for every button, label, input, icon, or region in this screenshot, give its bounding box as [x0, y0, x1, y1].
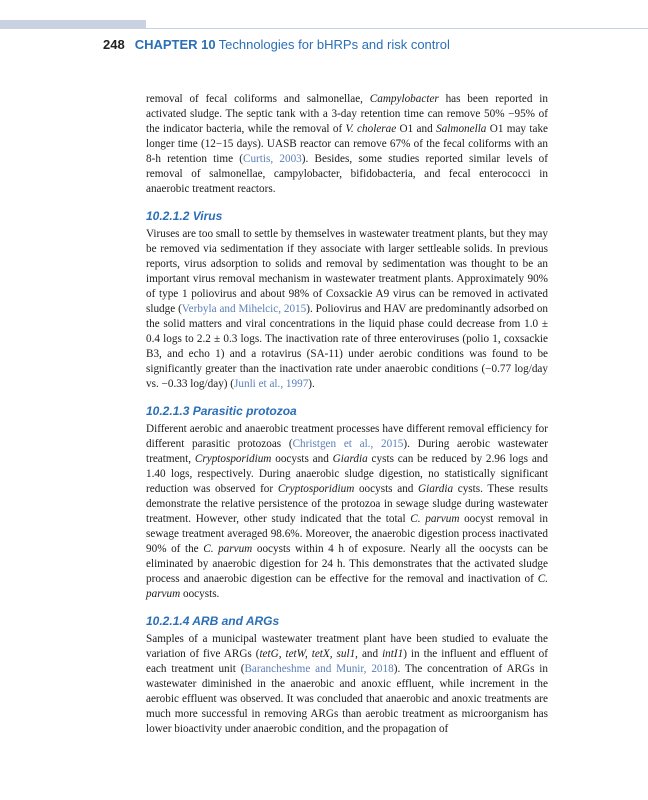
page-number: 248: [103, 37, 125, 52]
text-run: cysts can be reduced by 2.96 logs and 1.40 logs, respectively. During anaerobic sludge digestion, no statistically significant reduction was observed for: [146, 453, 548, 495]
header-accent-bar: [0, 20, 146, 29]
citation-link[interactable]: Curtis, 2003: [243, 153, 302, 165]
italic-term: Cryptosporidium: [194, 453, 272, 465]
text-run: ) in the influent and effluent of each treatment unit (: [146, 648, 549, 675]
italic-term: Campylobacter: [369, 93, 439, 105]
text-run: oocysts within 4 h of exposure. Nearly all the oocysts can be eliminated by anaerobic digestion for 24 h. This demonstrates that the activated sludge process and anaerobic digestion can be effective for the removal and inactivation of: [146, 543, 548, 585]
text-run: oocysts.: [180, 588, 220, 600]
text-run: Viruses are too small to settle by themselves in wastewater treatment plants, but they may be removed via sedimentation if they associate with larger settleable solids. In previous reports, virus adsorption to solids and removal by sedimentation was thought to be an important virus removal mechanism in wastewater treatment plants. Approximately 90% of type 1 poliovirus and about 98% of Coxsackie A9 virus can be removed in activated sludge (: [146, 228, 548, 315]
section-heading-protozoa: 10.2.1.3 Parasitic protozoa: [146, 404, 297, 418]
italic-term: tetG, tetW, tetX, sul1,: [259, 648, 358, 660]
text-run: ).: [308, 378, 315, 390]
italic-term: C. parvum: [203, 543, 253, 555]
text-run: Different aerobic and anaerobic treatment processes have different removal efficiency for different parasitic protozoas (: [146, 423, 548, 450]
text-run: ). Poliovirus and HAV are predominantly adsorbed on the solid matters and viral concentrations in the liquid phase could decrease from 1.0 ± 0.4 logs to 2.2 ± 0.3 logs. The inactivation rate of three enteroviruses (polio 1, coxsackie B3, and echo 1) and a rotavirus (SA-11) under aerobic conditions was found to be significantly greater than the inactivation rate under anaerobic conditions (−0.77 log/day vs. −0.33 log/day) (: [146, 303, 548, 390]
citation-link[interactable]: Barancheshme and Munir, 2018: [244, 663, 394, 675]
text-run: cysts. These results demonstrate the relative persistence of the protozoa in sewage sludge during wastewater treatment. However, other study indicated that the total: [146, 483, 548, 525]
chapter-label: CHAPTER 10: [134, 37, 216, 52]
text-run: O1 may take longer time (12−15 days). UASB reactor can remove 67% of the fecal coliforms with an 8-h retention time (: [146, 123, 549, 165]
text-run: ). The concentration of ARGs in wastewater diminished in the anaerobic and anoxic effluent, while increment in the aerobic effluent was observed. It was concluded that anaerobic and anoxic treatments are much more successful in removing ARGs than aerobic treatment as microorganism has lower bioactivity under anaerobic condition, and the propagation of: [146, 663, 548, 735]
text-run: oocysts and: [354, 483, 419, 495]
italic-term: C. parvum: [410, 513, 460, 525]
text-run: Samples of a municipal wastewater treatment plant have been studied to evaluate the variation of five ARGs (: [146, 633, 548, 660]
italic-term: Salmonella: [436, 123, 487, 135]
italic-term: V. cholerae: [345, 123, 397, 135]
paragraph-virus: [146, 227, 548, 392]
italic-term: Cryptosporidium: [277, 483, 355, 495]
italic-term: C. parvum: [146, 573, 548, 600]
text-run: has been reported in activated sludge. The septic tank with a 3-day retention time can remove 50% −95% of the indicator bacteria, while the removal of: [146, 93, 548, 135]
text-run: O1 and: [396, 123, 437, 135]
section-heading-virus: 10.2.1.2 Virus: [146, 209, 223, 223]
text-run: removal of fecal coliforms and salmonellae,: [146, 93, 370, 105]
citation-link[interactable]: Junli et al., 1997: [234, 378, 309, 390]
body-text: [146, 92, 548, 737]
running-header: [103, 36, 450, 54]
chapter-title: Technologies for bHRPs and risk control: [218, 37, 450, 52]
citation-link[interactable]: Verbyla and Mihelcic, 2015: [181, 303, 307, 315]
section-heading-arg: 10.2.1.4 ARB and ARGs: [146, 614, 280, 628]
citation-link[interactable]: Christgen et al., 2015: [292, 438, 404, 450]
text-run: oocyst removal in sewage treatment averaged 98.6%. Moreover, the anaerobic digestion process inactivated 90% of the: [146, 513, 548, 555]
header-rule: [146, 28, 648, 29]
paragraph-protozoa: [146, 422, 548, 602]
italic-term: Giardia: [418, 483, 454, 495]
text-run: oocysts and: [271, 453, 333, 465]
paragraph-bacteria: [146, 92, 548, 197]
text-run: ). Besides, some studies reported similar levels of removal of salmonellae, campylobacter, bifidobacteria, and fecal enterococci in anaerobic treatment reactors.: [146, 153, 548, 195]
text-run: ). During aerobic wastewater treatment,: [146, 438, 549, 465]
italic-term: Giardia: [332, 453, 368, 465]
text-run: and: [357, 648, 383, 660]
paragraph-arg: [146, 632, 548, 737]
italic-term: intI1: [382, 648, 404, 660]
